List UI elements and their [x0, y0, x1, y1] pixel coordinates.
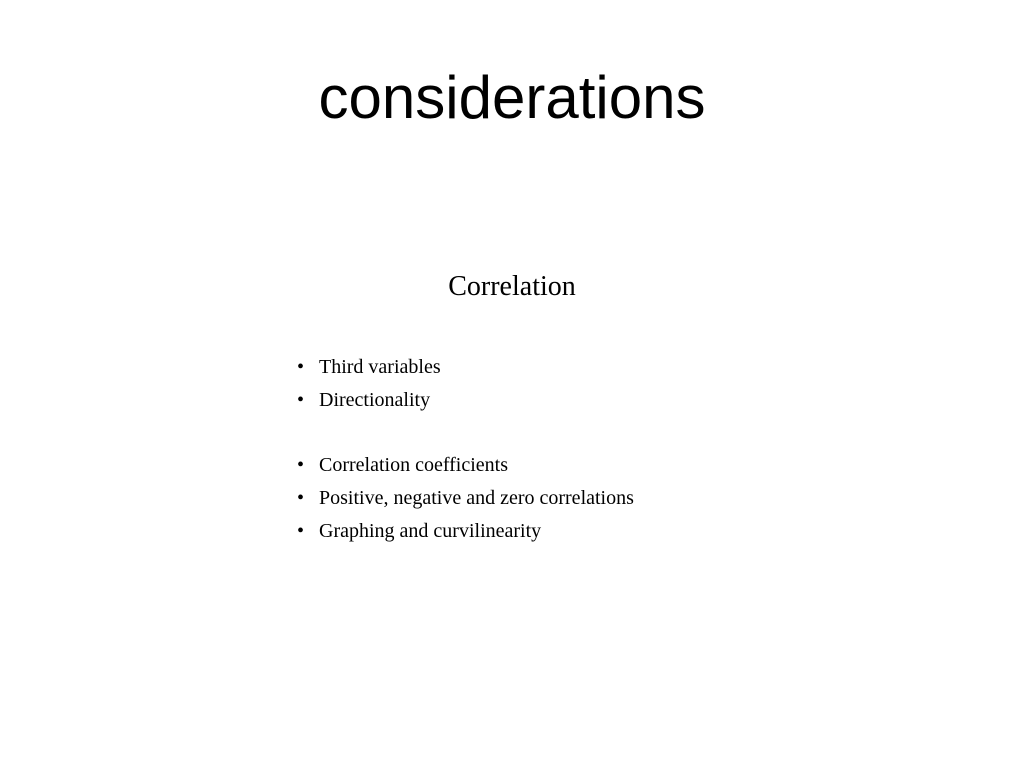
bullet-icon: •	[297, 487, 305, 509]
slide-title: considerations	[318, 64, 706, 131]
list-item	[297, 384, 441, 417]
list-item	[297, 449, 634, 482]
list-item	[297, 351, 441, 384]
list-item	[297, 482, 634, 515]
list-item-text: Third variables	[319, 356, 441, 378]
list-item	[297, 515, 634, 548]
list-item-text: Directionality	[319, 389, 431, 411]
bullet-icon: •	[297, 454, 305, 476]
list-item-text: Graphing and curvilinearity	[319, 520, 542, 542]
bullet-icon: •	[297, 520, 305, 542]
bullet-icon: •	[297, 356, 305, 378]
section-heading: Correlation	[448, 271, 576, 302]
bullet-icon: •	[297, 389, 305, 411]
list-item-text: Correlation coefficients	[319, 454, 509, 476]
bullet-list-primary	[297, 351, 441, 417]
bullet-list-secondary	[297, 449, 634, 548]
list-item-text: Positive, negative and zero correlations	[319, 487, 634, 509]
